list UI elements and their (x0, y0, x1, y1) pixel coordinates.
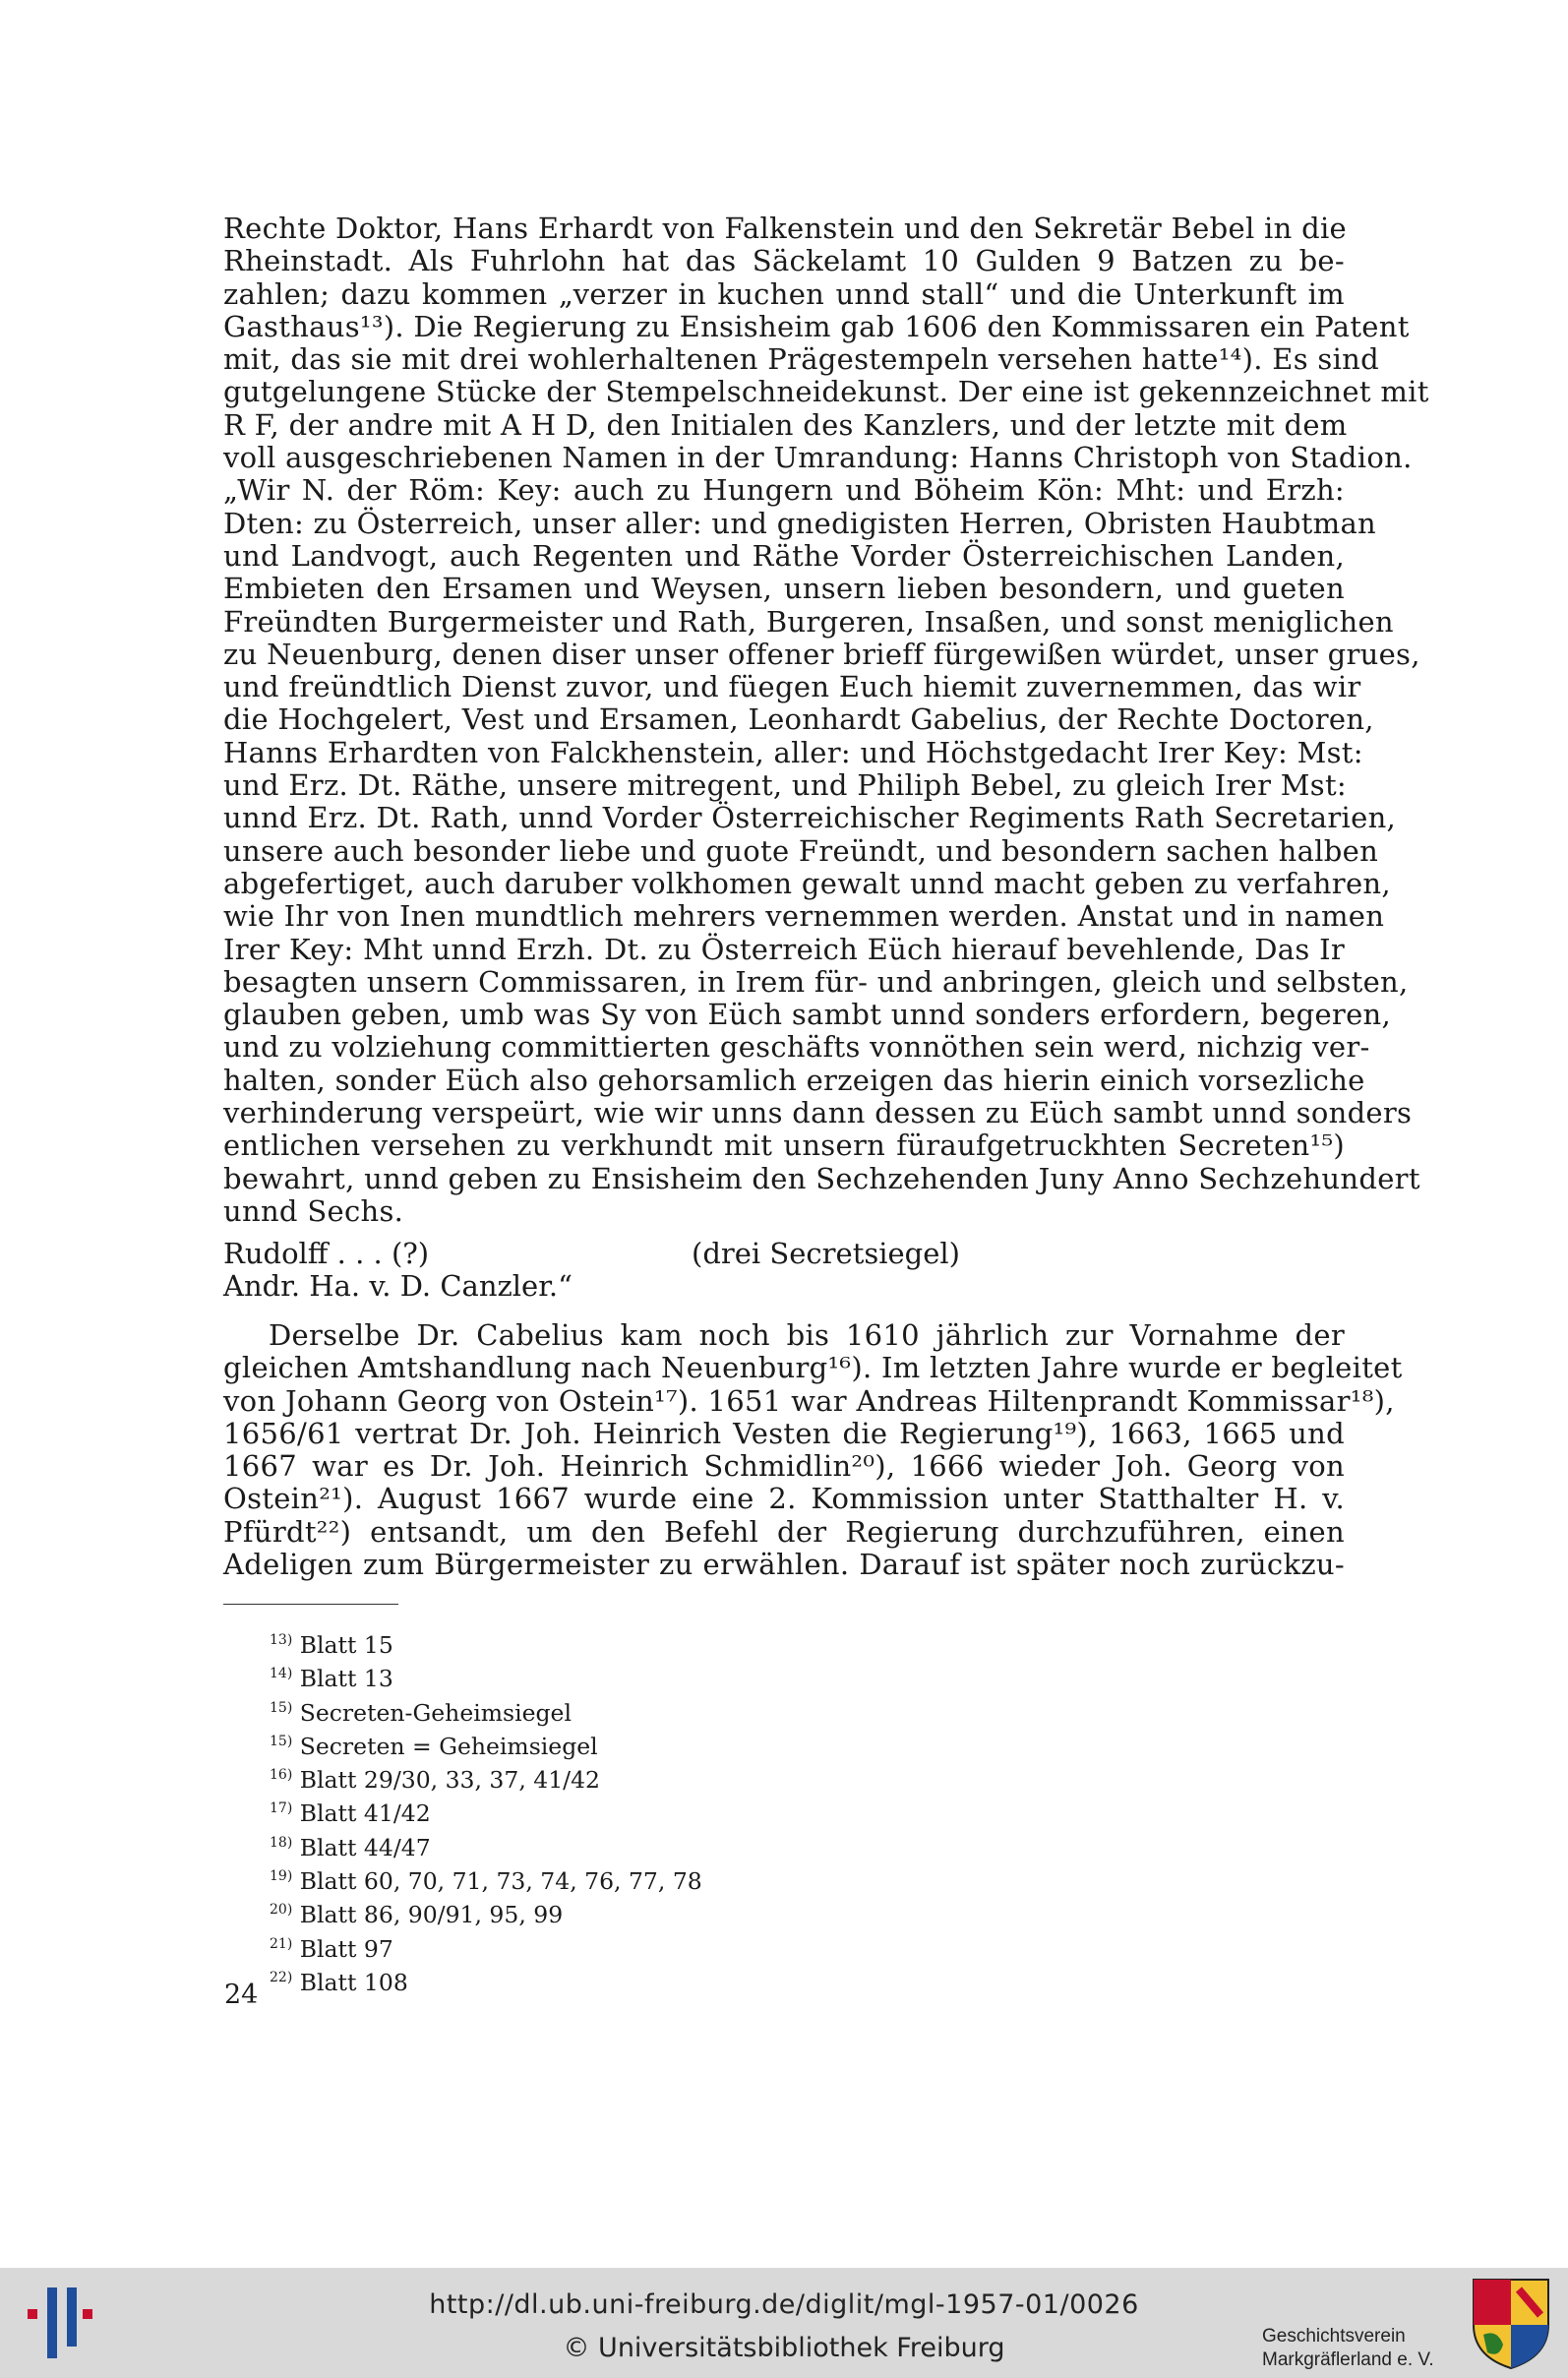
body-text-line: abgefertiget, auch daruber volkhomen gewalt unnd macht geben zu verfahren, (223, 866, 1391, 900)
footnote-marker: 18) (270, 1834, 293, 1851)
body-text-line: entlichen versehen zu verkhundt mit unsern füraufgetruckhten Secreten¹⁵) (223, 1128, 1345, 1163)
body-text-line: Embieten den Ersamen und Weysen, unsern lieben besondern, und gueten (223, 572, 1345, 606)
body-text-line: die Hochgelert, Vest und Ersamen, Leonhardt Gabelius, der Rechte Doctoren, (223, 702, 1374, 737)
footnote-marker: 21) (270, 1935, 293, 1952)
body-text-line: verhinderung verspeürt, wie wir unns dann dessen zu Eüch sambt unnd sonders (223, 1096, 1413, 1130)
footnote-item (270, 1896, 702, 1929)
footnote-text: Secreten = Geheimsiegel (299, 1732, 598, 1760)
body-text-line: zahlen; dazu kommen „verzer in kuchen unnd stall“ und die Unterkunft im (223, 276, 1345, 311)
footnote-marker: 20) (270, 1902, 293, 1919)
footnote-text: Blatt 108 (299, 1968, 408, 1996)
footnote-text: Blatt 15 (299, 1631, 393, 1659)
footnote-text: Blatt 41/42 (299, 1799, 431, 1828)
footnote-text: Blatt 29/30, 33, 37, 41/42 (299, 1766, 600, 1795)
body-text-line: unsere auch besonder liebe und guote Freündt, und besondern sachen halben (223, 833, 1379, 868)
footnote-text: Blatt 13 (299, 1665, 393, 1693)
body-text-line: bewahrt, unnd geben zu Ensisheim den Sechzehenden Juny Anno Sechzehundert (223, 1161, 1420, 1195)
para2-line: von Johann Georg von Ostein¹⁷). 1651 war Andreas Hiltenprandt Kommissar¹⁸), (223, 1383, 1395, 1418)
copyright-text: © Universitätsbibliothek Freiburg (563, 2333, 1005, 2363)
second-paragraph (223, 1318, 1403, 1582)
footnote-item (270, 1862, 702, 1896)
body-text-line: Hanns Erhardten von Falckhenstein, aller: und Höchstgedacht Irer Key: Mst: (223, 735, 1363, 769)
body-text-line: halten, sonder Eüch also gehorsamlich erzeigen das hierin einich vorsezliche (223, 1063, 1365, 1097)
footnote-divider (223, 1604, 398, 1605)
para2-line: Pfürdt²²) entsandt, um den Befehl der Regierung durchzuführen, einen (223, 1514, 1345, 1549)
signature-left-2: Andr. Ha. v. D. Canzler.“ (223, 1269, 573, 1304)
body-text-line: gutgelungene Stücke der Stempelschneidekunst. Der eine ist gekennzeichnet mit (223, 375, 1429, 409)
signature-right-1: (drei Secretsiegel) (692, 1237, 960, 1270)
footnote-marker: 22) (270, 1969, 293, 1985)
coat-of-arms-icon[interactable] (1470, 2276, 1552, 2370)
society-line-1: Geschichtsverein (1262, 2326, 1406, 2347)
signature-block (223, 1238, 1345, 1304)
para2-line: Ostein²¹). August 1667 wurde eine 2. Kommission unter Statthalter H. v. (223, 1482, 1345, 1516)
footnote-marker: 13) (270, 1632, 293, 1648)
body-text-line: Gasthaus¹³). Die Regierung zu Ensisheim gab 1606 den Kommissaren ein Patent (223, 309, 1410, 343)
body-text-line: glauben geben, umb was Sy von Eüch sambt unnd sonders erfordern, begeren, (223, 998, 1392, 1032)
footnote-item (270, 1930, 702, 1964)
footnote-item (270, 1829, 702, 1862)
footnote-text: Blatt 97 (299, 1934, 393, 1963)
body-text-line: Irer Key: Mht unnd Erzh. Dt. zu Österreich Eüch hierauf bevehlende, Das Ir (223, 932, 1346, 966)
body-text-line: unnd Erz. Dt. Rath, unnd Vorder Österreichischer Regiments Rath Secretarien, (223, 801, 1397, 835)
footnote-marker: 15) (270, 1733, 293, 1749)
body-text-line: „Wir N. der Röm: Key: auch zu Hungern und Böheim Kön: Mht: und Erzh: (223, 473, 1345, 508)
footnote-text: Blatt 44/47 (299, 1833, 431, 1861)
footnotes (270, 1626, 702, 1997)
permalink-url[interactable]: http://dl.ub.uni-freiburg.de/diglit/mgl-1957-01/0026 (429, 2289, 1139, 2320)
para2-line: 1667 war es Dr. Joh. Heinrich Schmidlin²⁰), 1666 wieder Joh. Georg von (223, 1449, 1345, 1484)
footnote-text: Blatt 60, 70, 71, 73, 74, 76, 77, 78 (299, 1867, 702, 1896)
footnote-text: Secreten-Geheimsiegel (299, 1698, 572, 1727)
body-text-line: mit, das sie mit drei wohlerhaltenen Prägestempeln versehen hatte¹⁴). Es sind (223, 342, 1380, 377)
body-text-line: unnd Sechs. (223, 1193, 404, 1228)
footnote-marker: 16) (270, 1767, 293, 1784)
footnote-marker: 17) (270, 1800, 293, 1817)
para2-line: gleichen Amtshandlung nach Neuenburg¹⁶). Im letzten Jahre wurde er begleitet (223, 1351, 1403, 1385)
body-text-line: Rheinstadt. Als Fuhrlohn hat das Säckelamt 10 Gulden 9 Batzen zu be- (223, 244, 1345, 278)
footnote-item (270, 1795, 702, 1828)
page-number: 24 (224, 1980, 259, 2010)
footnote-marker: 19) (270, 1868, 293, 1885)
body-text-line: und Erz. Dt. Räthe, unsere mitregent, und Philiph Bebel, zu gleich Irer Mst: (223, 768, 1348, 803)
body-text-line: und zu volziehung committierten geschäfts vonnöthen sein werd, nichzig ver- (223, 1030, 1370, 1065)
body-text-line: wie Ihr von Inen mundtlich mehrers vernemmen werden. Anstat und in namen (223, 899, 1385, 934)
footnote-item (270, 1626, 702, 1660)
main-paragraph (223, 212, 1429, 1228)
para2-line: Adeligen zum Bürgermeister zu erwählen. Darauf ist später noch zurückzu- (223, 1548, 1345, 1582)
footnote-marker: 14) (270, 1666, 293, 1682)
society-name (1262, 2325, 1434, 2372)
body-text-line: zu Neuenburg, denen diser unser offener brieff fürgewißen würdet, unser grues, (223, 637, 1420, 671)
body-text-line: voll ausgeschriebenen Namen in der Umrandung: Hanns Christoph von Stadion. (223, 441, 1413, 475)
footer-bar (0, 2268, 1568, 2378)
footnote-item (270, 1964, 702, 1997)
body-text-line: und freündtlich Dienst zuvor, und füegen Euch hiemit zuvernemmen, das wir (223, 670, 1361, 704)
footnote-item (270, 1728, 702, 1761)
society-line-2: Markgräflerland e. V. (1262, 2349, 1434, 2370)
footnote-item (270, 1694, 702, 1728)
footnote-marker: 15) (270, 1699, 293, 1716)
para2-line: Derselbe Dr. Cabelius kam noch bis 1610 jährlich zur Vornahme der (269, 1318, 1345, 1352)
signature-left-1: Rudolff . . . (?) (223, 1237, 430, 1270)
body-text-line: Dten: zu Österreich, unser aller: und gnedigisten Herren, Obristen Haubtman (223, 506, 1377, 540)
body-text-line: und Landvogt, auch Regenten und Räthe Vorder Österreichischen Landen, (223, 538, 1345, 573)
body-text-line: Rechte Doktor, Hans Erhardt von Falkenstein und den Sekretär Bebel in die (223, 212, 1348, 245)
footnote-text: Blatt 86, 90/91, 95, 99 (299, 1901, 564, 1929)
body-text-line: R F, der andre mit A H D, den Initialen des Kanzlers, und der letzte mit dem (223, 407, 1348, 442)
body-text-line: Freündten Burgermeister und Rath, Burgeren, Insaßen, und sonst meniglichen (223, 604, 1394, 639)
footnote-item (270, 1660, 702, 1693)
para2-line: 1656/61 vertrat Dr. Joh. Heinrich Vesten die Regierung¹⁹), 1663, 1665 und (223, 1416, 1345, 1450)
body-text-line: besagten unsern Commissaren, in Irem für- und anbringen, gleich und selbsten, (223, 964, 1409, 999)
footnote-item (270, 1761, 702, 1795)
